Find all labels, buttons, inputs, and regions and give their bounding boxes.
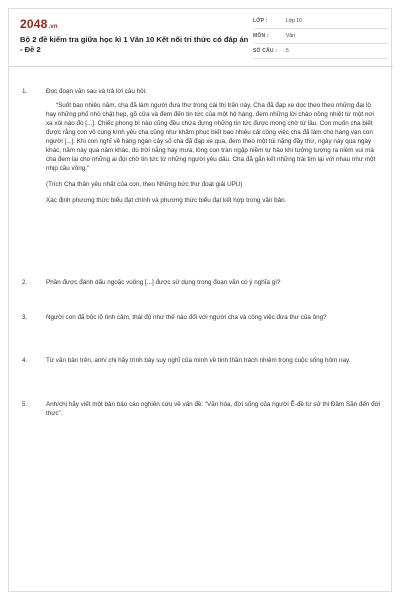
meta-value: 5 <box>286 48 289 54</box>
meta-row-subject <box>253 29 388 44</box>
question-number: 3. <box>22 314 28 321</box>
question-text: Phần được đánh dấu ngoặc vuông [...] được sử dụng trong đoạn văn có ý nghĩa gì? <box>46 279 281 286</box>
meta-row-class <box>253 14 388 29</box>
question-prompt: Xác định phương thức biểu đạt chính và phương thức biểu đạt kết hợp trong văn bản. <box>46 197 287 204</box>
passage-source: (Trích Cha thân yêu nhất của con, theo Những bức thư đoạt giải UPU) <box>46 181 243 188</box>
meta-value: Văn <box>286 33 295 39</box>
question-intro: Đọc đoạn văn sau và trả lời câu hỏi: <box>46 88 147 95</box>
question-number: 4. <box>22 357 28 364</box>
logo-name: 2048 <box>20 17 48 31</box>
meta-key: MÔN : <box>253 33 269 39</box>
question-text: Người con đã bộc lộ tình cảm, thái độ như thế nào đối với người cha và công việc đưa thư của ông? <box>46 314 327 321</box>
meta-value: Lớp 10 <box>286 18 302 24</box>
meta-key: SỐ CÂU : <box>253 48 278 54</box>
document-page <box>8 8 392 592</box>
question-text: Từ văn bản trên, anh/ chị hãy trình bày suy nghĩ của mình về tinh thần trách nhiệm trong cuộc sống hôm nay. <box>46 357 351 364</box>
meta-table <box>253 14 388 59</box>
meta-key: LỚP : <box>253 18 268 24</box>
document-header <box>9 9 393 67</box>
meta-row-count <box>253 44 388 59</box>
site-logo[interactable] <box>20 17 58 31</box>
question-text: Anh/chị hãy viết một bản báo cáo nghiên cứu về vấn đề: “Văn hóa, đời sống của người Ê-đê từ sử thi Đăm Săn đến đời thực”. <box>46 401 381 417</box>
question-number: 5. <box>22 401 28 408</box>
question-number: 1. <box>22 88 28 95</box>
logo-domain: .vn <box>48 24 58 30</box>
question-number: 2. <box>22 279 28 286</box>
page-title: Bộ 2 đề kiểm tra giữa học kì 1 Văn 10 Kết nối tri thức có đáp án - Đề 2 <box>20 35 249 54</box>
reading-passage: “Suốt bao nhiêu năm, cha đã làm người đưa thư trong cái thị trấn này. Cha đã đạp xe dọc theo theo những đại lộ hay những phố nhỏ chật hẹp, gõ cửa và đem đến tin tức của một hộ hàng, đem những lời chào nồng nhiệt từ một nơi xa xôi nào đó [...]. Chiếc phong bì nào cũng đều chứa đựng những tin tức được mong chờ từ lâu. Con muốn cha biết được rằng con vô cùng kính yêu cha cũng như khâm phục biết bao nhiêu cái công việc cha đã làm cho hàng vạn con người [...]. Khi con nghĩ về hàng ngàn cây số cha đã đạp xe qua, đem theo một túi nặng đầy thư, ngày này qua ngày khác, năm này qua năm khác, dù trời nắng hay mưa, lòng con tràn ngập niềm tự hào khi tưởng tượng ra niềm vui mà cha đem lại cho những ai đọi chờ tin tức từ những người yêu dấu. Cha đã gắn kết những trái tim lại với nhau như một nhịp cầu vồng.” <box>46 102 376 172</box>
